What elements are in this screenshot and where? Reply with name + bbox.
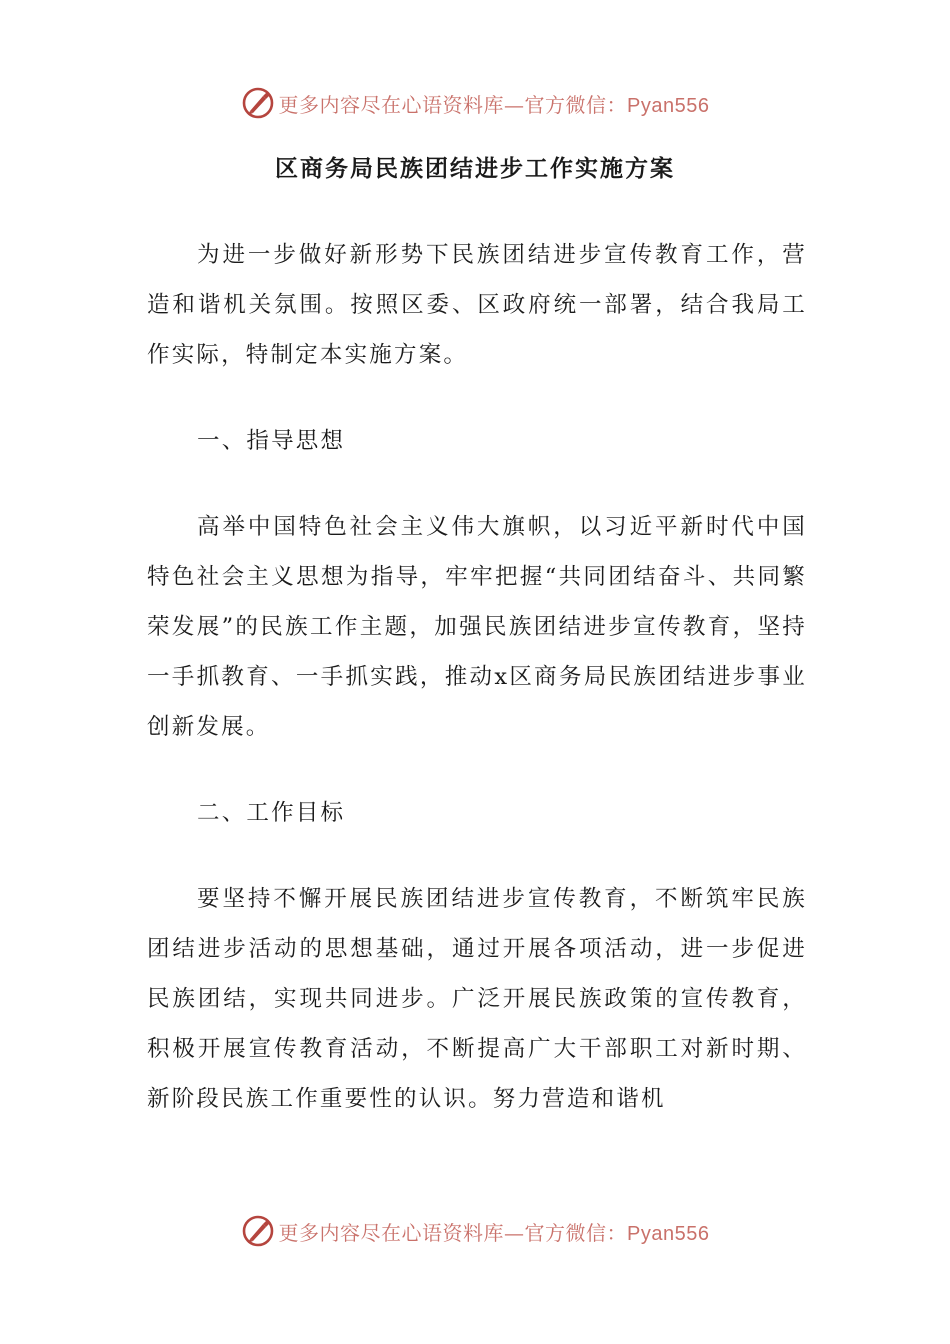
spacer <box>147 466 807 502</box>
section-heading-work-goals: 二、工作目标 <box>197 800 346 826</box>
header-banner <box>0 83 950 123</box>
pen-logo-icon <box>241 86 275 120</box>
document-title: 区商务局民族团结进步工作实施方案 <box>275 155 675 182</box>
banner-separator: — <box>504 1220 525 1245</box>
banner-handle: Pyan556 <box>627 1222 710 1245</box>
footer-banner <box>0 1211 950 1251</box>
banner-main-text: 更多内容尽在心语资料库 <box>278 1220 505 1245</box>
banner-label: 官方微信： <box>524 92 628 117</box>
spacer <box>147 838 807 874</box>
section-paragraph-guiding-ideology: 高举中国特色社会主义伟大旗帜，以习近平新时代中国特色社会主义思想为指导，牢牢把握“共同团结奋斗、共同繁荣发展”的民族工作主题，加强民族团结进步宣传教育，坚持一手抓教育、一手抓实践，推动x区商务局民族团结进步事业创新发展。 <box>147 514 807 740</box>
banner-label: 官方微信： <box>524 1220 628 1245</box>
pen-logo-icon <box>241 1214 275 1248</box>
banner-separator: — <box>504 92 525 117</box>
banner-text <box>279 89 710 118</box>
banner-handle: Pyan556 <box>627 94 710 117</box>
intro-paragraph: 为进一步做好新形势下民族团结进步宣传教育工作，营造和谐机关氛围。按照区委、区政府统一部署，结合我局工作实际，特制定本实施方案。 <box>147 242 807 368</box>
spacer <box>147 380 807 416</box>
spacer <box>147 752 807 788</box>
section-heading-guiding-ideology: 一、指导思想 <box>197 428 346 454</box>
banner-text <box>279 1217 710 1246</box>
section-paragraph-work-goals: 要坚持不懈开展民族团结进步宣传教育，不断筑牢民族团结进步活动的思想基础，通过开展各项活动，进一步促进民族团结，实现共同进步。广泛开展民族政策的宣传教育，积极开展宣传教育活动，不断提高广大干部职工对新时期、新阶段民族工作重要性的认识。努力营造和谐机 <box>147 886 807 1112</box>
banner-main-text: 更多内容尽在心语资料库 <box>278 92 505 117</box>
document-body <box>147 230 807 1124</box>
